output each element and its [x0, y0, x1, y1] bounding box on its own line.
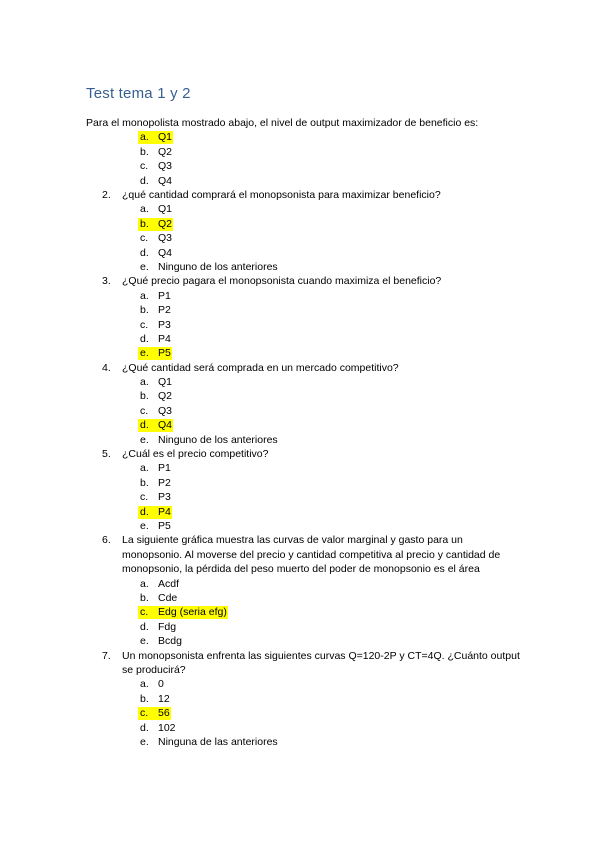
answer-option	[0, 202, 600, 216]
option-text: Ninguno de los anteriores	[158, 260, 278, 273]
option-text: Fdg	[158, 620, 177, 633]
option-text: Q2	[158, 145, 173, 158]
option-letter: e.	[140, 433, 149, 446]
option-letter: c.	[140, 160, 149, 173]
question-number: 4.	[102, 361, 111, 374]
option-letter: a.	[140, 577, 149, 590]
answer-option	[0, 145, 600, 159]
option-letter: a.	[140, 289, 149, 302]
answer-option	[0, 375, 600, 389]
answer-option-highlighted	[0, 217, 600, 231]
option-letter: d.	[140, 174, 149, 187]
option-letter: a.	[140, 203, 149, 216]
option-text: 56	[158, 707, 170, 720]
option-text: Edg (seria efg)	[158, 606, 227, 619]
question-number: 5.	[102, 448, 111, 461]
answer-option	[0, 433, 600, 447]
question-text: ¿qué cantidad comprará el monopsonista para maximizar beneficio?	[122, 188, 441, 201]
option-letter: b.	[140, 304, 149, 317]
option-letter: c.	[140, 318, 149, 331]
question-7	[0, 649, 600, 678]
option-letter: b.	[140, 390, 149, 403]
option-text: Cde	[158, 592, 178, 605]
option-text: P1	[158, 289, 171, 302]
question-number: 6.	[102, 534, 111, 547]
option-text: Q4	[158, 419, 173, 432]
option-text: Q1	[158, 131, 173, 144]
question-text: ¿Cuál es el precio competitivo?	[122, 448, 269, 461]
document-title: Test tema 1 y 2	[86, 85, 191, 102]
answer-option	[0, 519, 600, 533]
question-text: Para el monopolista mostrado abajo, el nivel de output maximizador de beneficio es:	[86, 117, 479, 129]
option-letter: b.	[140, 145, 149, 158]
option-letter: e.	[140, 260, 149, 273]
option-text: P3	[158, 491, 171, 504]
answer-option	[0, 389, 600, 403]
answer-option	[0, 677, 600, 691]
question-list	[0, 116, 600, 749]
question-text: La siguiente gráfica muestra las curvas de valor marginal y gasto para un monopsonio. Al moverse del precio y cantidad competitiva al precio y cantidad de monopsonio, la pérdida del peso muerto del poder de monopsonio es el área	[122, 534, 501, 576]
question-4	[0, 361, 600, 375]
option-letter: b.	[140, 592, 149, 605]
question-number: 2.	[102, 188, 111, 201]
option-letter: a.	[140, 131, 149, 144]
answer-option-highlighted	[0, 418, 600, 432]
option-letter: d.	[140, 419, 149, 432]
answer-option	[0, 692, 600, 706]
option-letter: d.	[140, 721, 149, 734]
question-text: ¿Qué precio pagara el monopsonista cuando maximiza el beneficio?	[122, 275, 442, 288]
option-text: Q1	[158, 376, 173, 389]
answer-option	[0, 461, 600, 475]
answer-option	[0, 289, 600, 303]
option-letter: b.	[140, 692, 149, 705]
answer-option	[0, 260, 600, 274]
answer-option-highlighted	[0, 130, 600, 144]
option-text: P2	[158, 476, 171, 489]
option-text: Q4	[158, 246, 173, 259]
option-letter: e.	[140, 635, 149, 648]
option-letter: d.	[140, 620, 149, 633]
answer-option	[0, 634, 600, 648]
option-letter: d.	[140, 246, 149, 259]
question-5	[0, 447, 600, 461]
answer-option	[0, 246, 600, 260]
option-text: Acdf	[158, 577, 180, 590]
question-6	[0, 533, 600, 576]
option-text: 102	[158, 721, 176, 734]
option-text: Q3	[158, 404, 173, 417]
option-text: Bcdg	[158, 635, 182, 648]
question-3	[0, 274, 600, 288]
option-letter: c.	[140, 232, 149, 245]
answer-option	[0, 303, 600, 317]
question-number: 7.	[102, 649, 111, 662]
question-1	[0, 116, 600, 130]
option-letter: d.	[140, 505, 149, 518]
option-text: P4	[158, 505, 171, 518]
option-letter: c.	[140, 606, 149, 619]
option-text: Q2	[158, 390, 173, 403]
answer-option	[0, 490, 600, 504]
option-text: P4	[158, 332, 171, 345]
option-text: Q3	[158, 160, 173, 173]
option-letter: a.	[140, 462, 149, 475]
option-text: Q4	[158, 174, 173, 187]
option-text: 12	[158, 692, 170, 705]
answer-option	[0, 174, 600, 188]
answer-option	[0, 332, 600, 346]
option-letter: e.	[140, 520, 149, 533]
option-letter: e.	[140, 347, 149, 360]
answer-option	[0, 591, 600, 605]
option-letter: c.	[140, 491, 149, 504]
answer-option-highlighted	[0, 346, 600, 360]
option-text: P5	[158, 520, 171, 533]
option-letter: d.	[140, 332, 149, 345]
option-text: Q1	[158, 203, 173, 216]
answer-option	[0, 476, 600, 490]
question-number: 3.	[102, 275, 111, 288]
option-text: 0	[158, 678, 164, 691]
answer-option	[0, 159, 600, 173]
answer-option-highlighted	[0, 605, 600, 619]
answer-option	[0, 404, 600, 418]
option-letter: c.	[140, 404, 149, 417]
option-letter: b.	[140, 217, 149, 230]
answer-option	[0, 231, 600, 245]
question-text: Un monopsonista enfrenta las siguientes curvas Q=120-2P y CT=4Q. ¿Cuánto output se producirá?	[122, 649, 520, 676]
option-text: Q3	[158, 232, 173, 245]
option-text: P2	[158, 304, 171, 317]
answer-option	[0, 577, 600, 591]
option-text: P5	[158, 347, 171, 360]
question-2	[0, 188, 600, 202]
answer-option	[0, 735, 600, 749]
answer-option-highlighted	[0, 505, 600, 519]
answer-option	[0, 620, 600, 634]
option-text: Ninguno de los anteriores	[158, 433, 278, 446]
option-text: Ninguna de las anteriores	[158, 735, 278, 748]
option-text: Q2	[158, 217, 173, 230]
option-letter: e.	[140, 735, 149, 748]
answer-option	[0, 318, 600, 332]
option-text: P1	[158, 462, 171, 475]
question-text: ¿Qué cantidad será comprada en un mercado competitivo?	[122, 361, 399, 374]
option-letter: a.	[140, 376, 149, 389]
option-letter: b.	[140, 476, 149, 489]
answer-option	[0, 721, 600, 735]
option-text: P3	[158, 318, 171, 331]
answer-option-highlighted	[0, 706, 600, 720]
option-letter: a.	[140, 678, 149, 691]
option-letter: c.	[140, 707, 149, 720]
